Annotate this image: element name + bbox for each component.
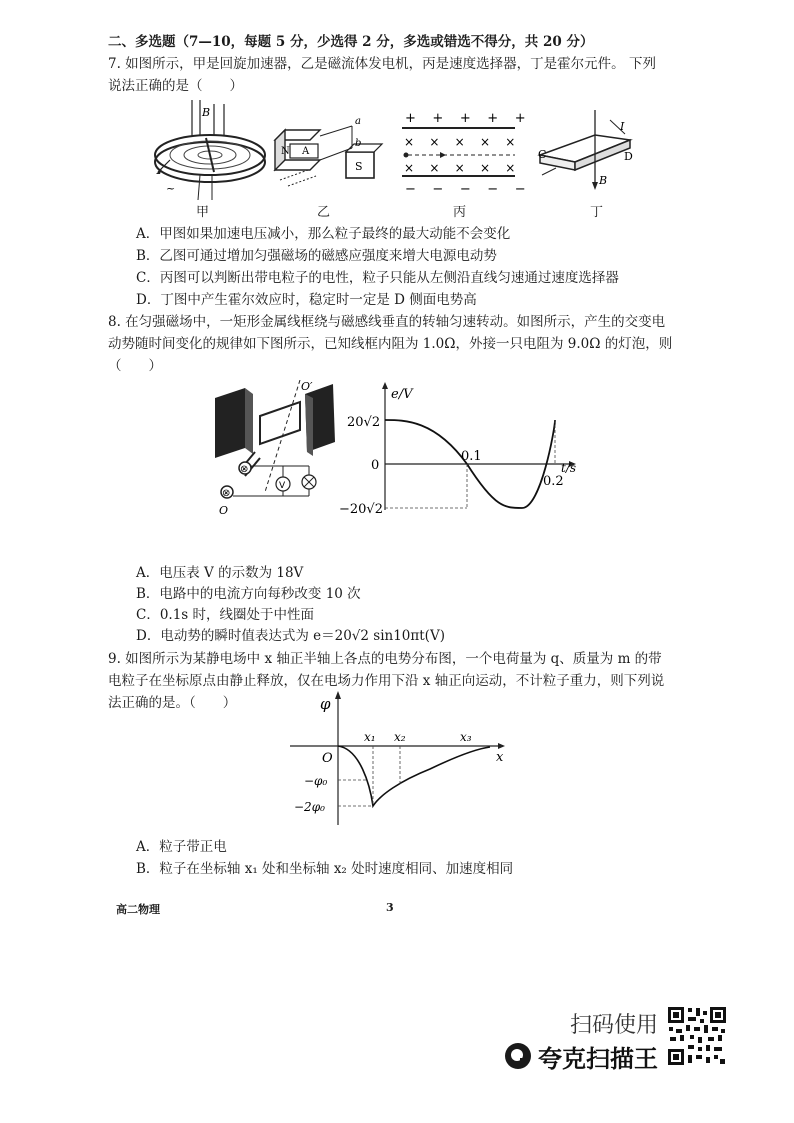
phi-ylabel: φ [320, 695, 331, 713]
svg-text:⊗: ⊗ [240, 464, 249, 475]
q9-stem-line1: 9. 如图所示为某静电场中 x 轴正半轴上各点的电势分布图，一个电荷量为 q、质量为 m 的带 [108, 651, 662, 667]
mhd-A-label: A [302, 146, 310, 157]
q7-option-a: A．甲图如果加速电压减小，那么粒子最终的最大动能不会变化 [136, 226, 511, 242]
qr-code-icon[interactable] [666, 1005, 728, 1067]
mhd-N-label: N [281, 146, 290, 157]
svg-text:× × × × ×: × × × × × [404, 135, 516, 149]
footer-page-number: 3 [386, 901, 394, 914]
cyclotron-B-label: B [202, 106, 211, 119]
origin-label: O [322, 751, 333, 766]
q8-option-a: A．电压表 V 的示数为 18V [136, 565, 304, 581]
q7-fig-label-ding: 丁 [590, 205, 604, 220]
footer-subject: 高二物理 [116, 903, 160, 916]
voltmeter-label: V [279, 481, 286, 491]
axis-O-prime-label: O′ [301, 380, 313, 393]
q8-option-d: D．电动势的瞬时值表达式为 e＝20√2 sin10πt(V) [136, 628, 445, 644]
section-header: 二、多选题（7—10，每题 5 分，少选得 2 分，多选或错选不得分，共 20 分） [108, 34, 594, 50]
q9-potential-graph [290, 685, 520, 830]
q8-stem-line2: 动势随时间变化的规律如下图所示，已知线框内阻为 1.0Ω，外接一只电阻为 9.0Ω 的灯泡，则 [108, 336, 673, 352]
mhd-a-label: a [355, 116, 361, 127]
x1-label: x₁ [364, 730, 376, 744]
q8-option-c: C．0.1s 时，线圈处于中性面 [136, 607, 315, 623]
app-name-text: 夸克扫描王 [538, 1045, 658, 1073]
minus-2phi0-label: −2φ₀ [294, 800, 325, 814]
mhd-generator-figure [275, 116, 382, 186]
minus-phi0-label: −φ₀ [304, 774, 328, 788]
svg-text:+ + + + +: + + + + + [405, 111, 526, 126]
hall-D-label: D [624, 150, 633, 163]
q8-stem-line3: （ ） [108, 358, 162, 374]
xtick-0.2: 0.2 [543, 474, 564, 489]
x2-label: x₂ [394, 730, 406, 744]
q9-stem-line3: 法正确的是。（ ） [108, 695, 237, 711]
xtick-0.1: 0.1 [461, 449, 482, 464]
q9-option-b: B．粒子在坐标轴 x₁ 处和坐标轴 x₂ 处时速度相同、加速度相同 [136, 861, 514, 877]
q9-option-a: A．粒子带正电 [136, 839, 227, 855]
q7-fig-label-yi: 乙 [317, 205, 331, 220]
q8-stem-line1: 8. 在匀强磁场中，一矩形金属线框绕与磁感线垂直的转轴匀速转动。如图所示，产生的交变电 [108, 314, 666, 330]
ytick-bottom: −20√2 [339, 502, 383, 517]
hall-B-label: B [599, 174, 608, 187]
hall-element-figure [538, 110, 633, 190]
graph-xlabel: t/s [561, 461, 577, 475]
q7-fig-label-bing: 丙 [453, 205, 467, 220]
svg-text:~: ~ [166, 182, 176, 195]
hall-C-label: C [538, 148, 547, 161]
q7-stem-line2: 说法正确的是（ ） [108, 78, 243, 94]
svg-text:× × × × ×: × × × × × [404, 161, 516, 175]
emf-time-graph [339, 382, 576, 517]
ytick-zero: 0 [371, 458, 380, 473]
quark-logo-icon [504, 1042, 532, 1070]
graph-ylabel: e/V [391, 387, 413, 402]
x-axis-label: x [496, 750, 504, 765]
mhd-b-label: b [355, 138, 362, 149]
ytick-top: 20√2 [347, 415, 381, 430]
q7-figures [140, 100, 660, 225]
q8-option-b: B．电路中的电流方向每秒改变 10 次 [136, 586, 361, 602]
mhd-S-label: S [355, 160, 363, 173]
svg-text:− − − − −: − − − − − [405, 182, 526, 197]
velocity-selector-figure [402, 111, 526, 197]
q8-figure [205, 380, 585, 520]
q7-option-c: C．丙图可以判断出带电粒子的电性，粒子只能从左侧沿直线匀速通过速度选择器 [136, 270, 619, 286]
axis-O-label: O [219, 504, 229, 517]
svg-text:⊗: ⊗ [222, 488, 231, 499]
cyclotron-figure [155, 100, 265, 200]
q7-stem-line1: 7. 如图所示，甲是回旋加速器，乙是磁流体发电机，丙是速度选择器，丁是霍尔元件。 下列 [108, 56, 656, 72]
ac-generator-diagram [215, 380, 335, 517]
x3-label: x₃ [460, 730, 472, 744]
q7-option-b: B．乙图可通过增加匀强磁场的磁感应强度来增大电源电动势 [136, 248, 497, 264]
scan-to-use-text: 扫码使用 [570, 1013, 659, 1038]
q9-stem-line2: 电粒子在坐标原点由静止释放，仅在电场力作用下沿 x 轴正向运动，不计粒子重力，则下列说 [108, 673, 665, 689]
q7-option-d: D．丁图中产生霍尔效应时，稳定时一定是 D 侧面电势高 [136, 292, 477, 308]
q7-fig-label-jia: 甲 [196, 205, 210, 220]
hall-I-label: I [620, 120, 625, 133]
